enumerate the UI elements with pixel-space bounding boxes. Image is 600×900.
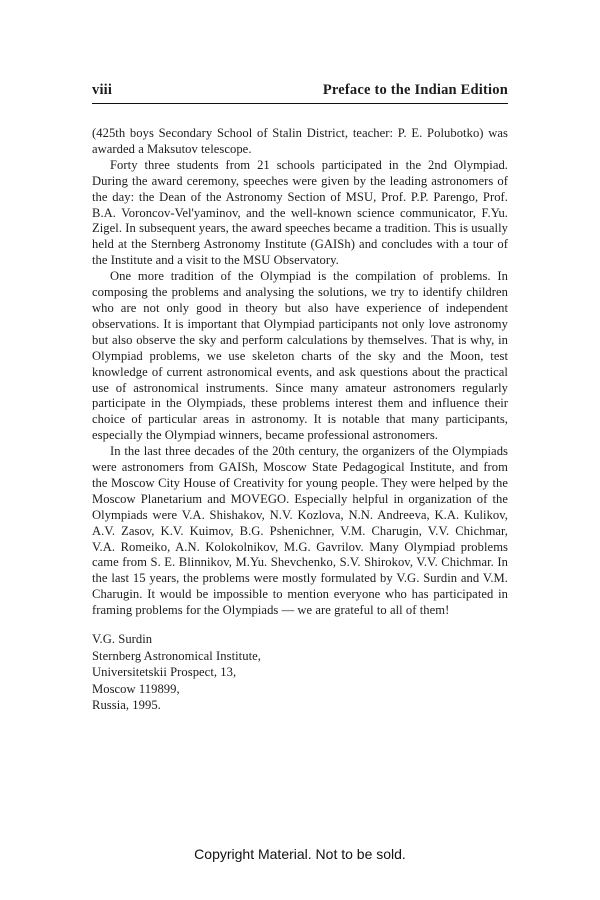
preface-body <box>92 126 508 714</box>
signature-institute: Sternberg Astronomical Institute, <box>92 648 261 663</box>
running-title: Preface to the Indian Edition <box>322 82 508 98</box>
running-header <box>92 82 508 104</box>
paragraph-olympiad-awards: Forty three students from 21 schools participated in the 2nd Olympiad. During the award ceremony, speeches were given by the leading astronomers of the day: the Dean of the Astronomy Section of MSU, Prof. P.P. Parengo, Prof. B.A. Voroncov-Vel'yaminov, and the well-known science communicator, F.Yu. Zigel. In subsequent years, the award speeches became a tradition. This is usually held at the Sternberg Astronomy Institute (GAISh) and concludes with a tour of the Institute and a visit to the MSU Observatory. <box>92 157 508 268</box>
signature-street: Universitetskii Prospect, 13, <box>92 665 237 680</box>
signature-author: V.G. Surdin <box>92 632 153 647</box>
signature-country-year: Russia, 1995. <box>92 698 161 713</box>
signature-block <box>92 631 508 714</box>
signature-city: Moscow 119899, <box>92 681 180 696</box>
copyright-notice: Copyright Material. Not to be sold. <box>194 846 406 862</box>
paragraph-problems-tradition: One more tradition of the Olympiad is the compilation of problems. In composing the problems and analysing the solutions, we try to identify children who are not only good in theory but also have experience of independent observations. It is important that Olympiad participants not only love astronomy but also observe the sky and perform calculations by themselves. That is why, in Olympiad problems, we use skeleton charts of the sky and the Moon, test knowledge of current astronomical events, and ask questions about the practical use of astronomical instruments. Since many amateur astronomers regularly participate in the Olympiads, these problems interest them and influence their choice of particular areas in astronomy. It is notable that many participants, especially the Olympiad winners, became professional astronomers. <box>92 269 508 443</box>
paragraph-continuation: (425th boys Secondary School of Stalin District, teacher: P. E. Polubotko) was awarded a Maksutov telescope. <box>92 126 508 156</box>
page-number: viii <box>92 82 113 98</box>
paragraph-organizers: In the last three decades of the 20th century, the organizers of the Olympiads were astronomers from GAISh, Moscow State Pedagogical Institute, and from the Moscow City House of Creativity for young people. They were helped by the Moscow Planetarium and MOVEGO. Especially helpful in organization of the Olympiads were V.A. Shishakov, N.V. Kozlova, N.N. Andreeva, K.A. Kulikov, A.V. Zasov, K.V. Kuimov, B.G. Pshenichner, V.M. Charugin, V.V. Chichmar, V.A. Romeiko, A.N. Kolokolnikov, M.G. Gavrilov. Many Olympiad problems came from S. E. Blinnikov, M.Yu. Shevchenko, S.V. Shirokov, V.V. Chichmar. In the last 15 years, the problems were mostly formulated by V.G. Surdin and V.M. Charugin. It would be impossible to mention everyone who has participated in framing problems for the Olympiads — we are grateful to all of them! <box>92 444 508 618</box>
